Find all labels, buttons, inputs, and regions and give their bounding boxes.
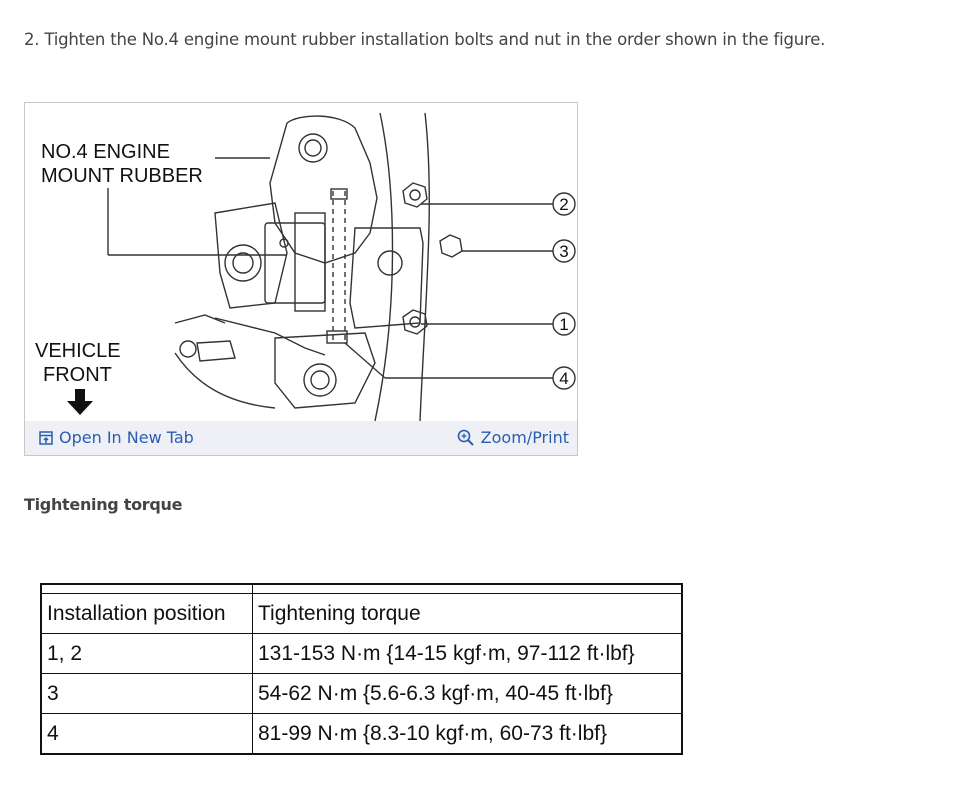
header-tightening-torque: Tightening torque [253, 594, 683, 634]
open-new-tab-icon [39, 431, 53, 445]
figure-label-part-line2: MOUNT RUBBER [41, 165, 203, 187]
table-row [41, 714, 682, 755]
callout-label: 1 [559, 315, 569, 334]
table-row [41, 634, 682, 674]
header-installation-position: Installation position [41, 594, 253, 634]
figure-container [24, 102, 578, 456]
table-header-row [41, 594, 682, 634]
callout-label: 4 [559, 369, 569, 388]
cell-position: 1, 2 [41, 634, 253, 674]
section-heading: Tightening torque [24, 495, 183, 514]
cell-position: 4 [41, 714, 253, 755]
figure-toolbar [25, 421, 577, 455]
cell-torque: 54-62 N·m {5.6-6.3 kgf·m, 40-45 ft·lbf} [253, 674, 683, 714]
figure-label-part-line1: NO.4 ENGINE [41, 141, 170, 163]
cell-position: 3 [41, 674, 253, 714]
zoom-print-label: Zoom/Print [480, 428, 569, 447]
cell-torque: 131-153 N·m {14-15 kgf·m, 97-112 ft·lbf} [253, 634, 683, 674]
engine-mount-diagram[interactable] [25, 103, 577, 421]
zoom-icon [457, 429, 475, 447]
callout-label: 3 [559, 242, 569, 261]
table-row [41, 674, 682, 714]
figure-label-front-line2: FRONT [43, 364, 112, 386]
table-spacer-row [41, 584, 682, 594]
zoom-print-link[interactable] [457, 428, 569, 447]
torque-table [40, 583, 683, 755]
open-in-new-tab-label: Open In New Tab [59, 428, 194, 447]
step-instruction: 2. Tighten the No.4 engine mount rubber installation bolts and nut in the order shown in the figure. [24, 30, 826, 49]
figure-label-front-line1: VEHICLE [35, 340, 121, 362]
cell-torque: 81-99 N·m {8.3-10 kgf·m, 60-73 ft·lbf} [253, 714, 683, 755]
callout-label: 2 [559, 195, 569, 214]
open-in-new-tab-link[interactable] [39, 428, 194, 447]
